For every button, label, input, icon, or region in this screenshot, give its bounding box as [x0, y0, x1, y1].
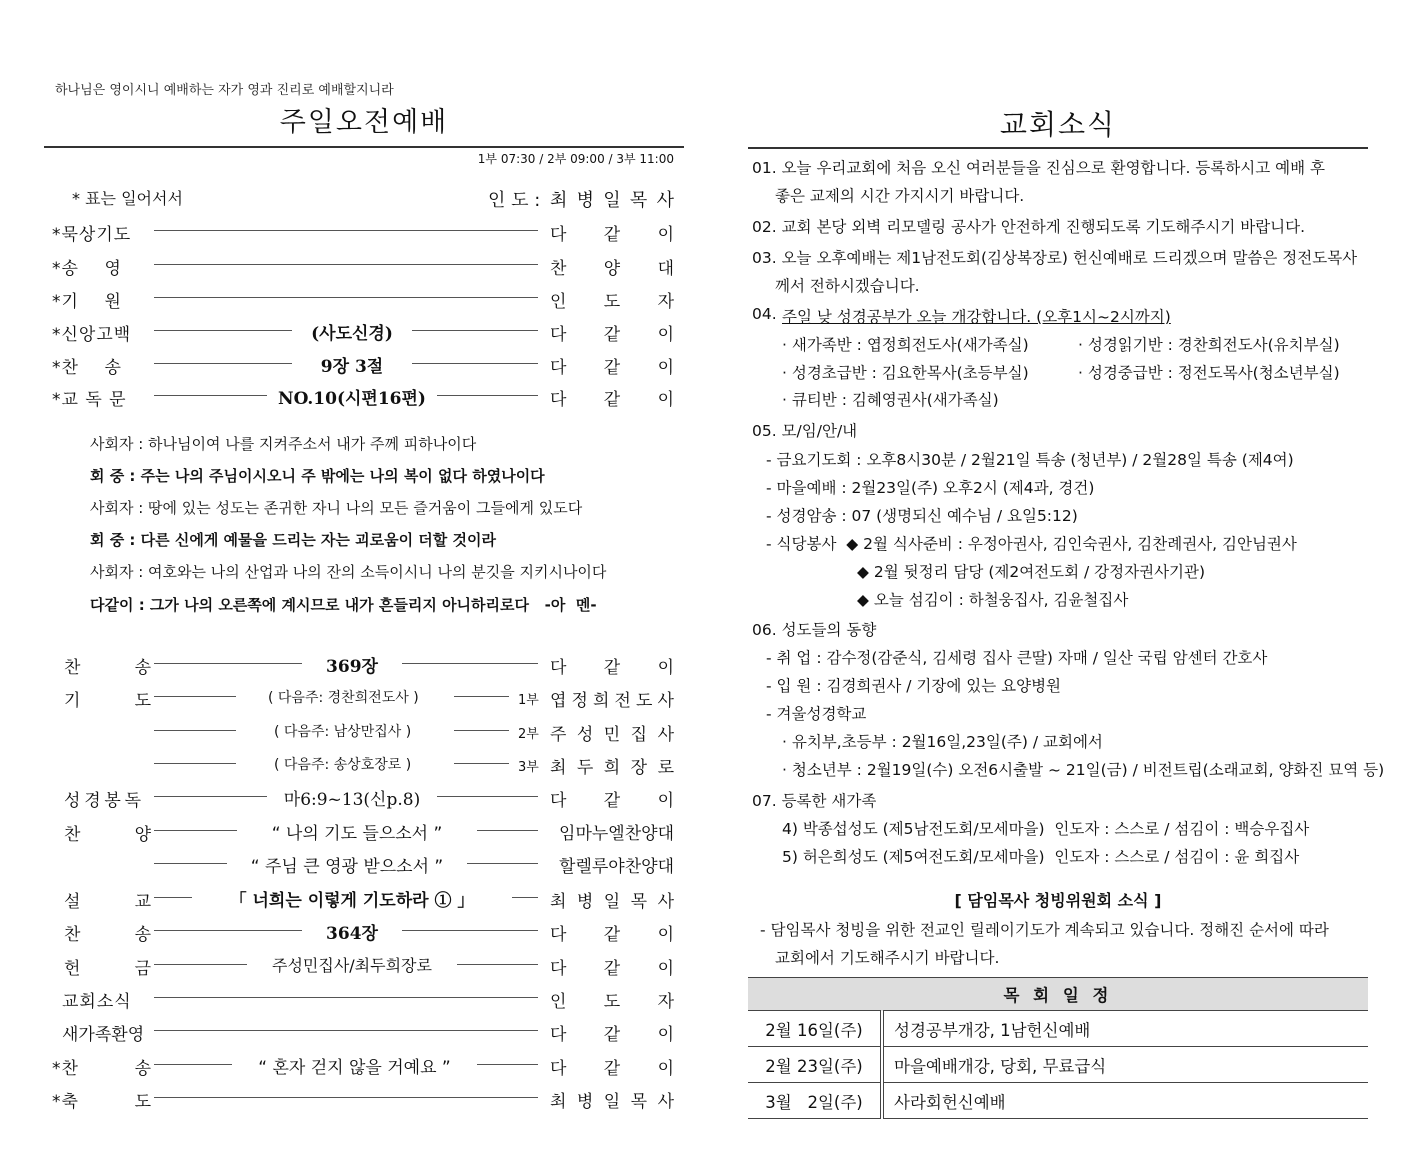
- worship-title: 주일오전예배: [279, 107, 449, 138]
- news-line: - 성경암송 : 07 (생명되신 예수님 / 요일5:12): [766, 507, 1078, 525]
- news-line: · 성경읽기반 : 경찬희전도사(유치부실): [1078, 336, 1340, 354]
- news-line: - 금요기도회 : 오후8시30분 / 2월21일 특송 (청년부) / 2월28일 특송 (제4여): [766, 451, 1294, 469]
- order-row-hymn-369: 찬 송 369장 다 같 이: [52, 648, 674, 678]
- leader-label: 인 도 :: [488, 190, 541, 211]
- news-line: 05. 모/임/안/내: [752, 422, 858, 440]
- order-label: *송 영: [52, 259, 122, 279]
- news-line: · 새가족반 : 엽정희전도사(새가족실): [782, 336, 1029, 354]
- news-line: 5) 허은희성도 (제5여전도회/모세마을) 인도자 : 스스로 / 섬김이 : 윤 희집사: [782, 848, 1300, 866]
- order-row-anthem: 찬 양 “ 나의 기도 들으소서 ” 임마누엘찬양대: [52, 815, 674, 845]
- next-week-note: ( 다음주: 경찬희전도사 ): [268, 690, 419, 706]
- next-week-note: ( 다음주: 송상호장로 ): [274, 757, 412, 773]
- news-line: 03. 오늘 오후예배는 제1남전도회(김상복장로) 헌신예배로 드리겠으며 말씀은 정전도목사: [752, 249, 1358, 267]
- choir-name: 임마누엘찬양대: [559, 824, 674, 844]
- news-line: - 겨울성경학교: [766, 705, 867, 723]
- news-line: - 취 업 : 감수정(감준식, 김세령 집사 큰딸) 자매 / 일산 국립 암센터 간호사: [766, 649, 1268, 667]
- leader-name: 최 병 일 목 사: [550, 190, 674, 211]
- order-row-hymn: *찬 송 9장 3절 다 같 이: [52, 348, 674, 378]
- order-row-welcome: 새가족환영 다 같 이: [62, 1025, 674, 1045]
- news-line-number: 04.: [752, 305, 777, 323]
- order-row-prayer-2: ( 다음주: 남상만집사 ) 2부 주 성 민 집 사: [52, 715, 674, 745]
- responsive-line: 사회자 : 여호와는 나의 산업과 나의 잔의 소득이시니 나의 분깃을 지키시나이다: [90, 563, 607, 581]
- news-line: · 청소년부 : 2월19일(수) 오전6시출발 ~ 21일(금) / 비전트립(소래교회, 양화진 묘역 등): [782, 761, 1385, 779]
- responsive-line: 회 중 : 주는 나의 주님이시오니 주 밖에는 나의 복이 없다 하였나이다: [90, 467, 545, 485]
- responsive-line: 다같이 : 그가 나의 오른쪽에 계시므로 내가 흔들리지 아니하리로다 -아 멘-: [90, 596, 597, 614]
- schedule-date: 3월 2일(주): [748, 1083, 882, 1119]
- schedule-event: 마을예배개강, 당회, 무료급식: [882, 1047, 1368, 1083]
- sermon-title: 「 너희는 이렇게 기도하라 ① 」: [192, 886, 512, 911]
- order-row-scripture: 성 경 봉 독 마6:9~13(신p.8) 다 같 이: [52, 781, 674, 811]
- motto: 하나님은 영이시니 예배하는 자가 영과 진리로 예배할지니라: [55, 83, 394, 98]
- service-times: 1부 07:30 / 2부 09:00 / 3부 11:00: [477, 152, 674, 166]
- news-line: 좋은 교제의 시간 가지시기 바랍니다.: [775, 187, 1025, 205]
- news-line: - 마을예배 : 2월23일(주) 오후2시 (제4과, 경건): [766, 479, 1095, 497]
- news-line: 주일 낮 성경공부가 오늘 개강합니다. (오후1시~2시까지): [782, 308, 1171, 326]
- committee-title: [ 담임목사 청빙위원회 소식 ]: [954, 891, 1162, 910]
- order-row-benediction: *축 도 최 병 일 목 사: [52, 1092, 674, 1112]
- title-divider: [44, 146, 684, 148]
- part-label: 2부: [518, 727, 539, 742]
- news-line: ◆ 2월 뒷정리 담당 (제2여전도회 / 강정자권사기관): [857, 563, 1206, 581]
- order-row-prayer: 기 도 ( 다음주: 경찬희전도사 ) 1부 엽 정 희 전 도 사: [52, 681, 674, 711]
- schedule-date: 2월 23일(주): [748, 1047, 882, 1083]
- standing-note: * 표는 일어서서: [72, 189, 183, 208]
- table-row: [748, 1011, 1368, 1047]
- news-line: · 큐티반 : 김혜영권사(새가족실): [782, 391, 999, 409]
- schedule-table: [748, 977, 1368, 1119]
- order-label: *기 원: [52, 292, 122, 312]
- order-row-responsive: *교 독 문 NO.10(시편16편) 다 같 이: [52, 380, 674, 410]
- order-row-final-hymn: *찬 송 “ 혼자 걷지 않을 거예요 ” 다 같 이: [52, 1049, 674, 1079]
- news-line: · 유치부,초등부 : 2월16일,23일(주) / 교회에서: [782, 733, 1103, 751]
- order-label: *교 독 문: [52, 390, 127, 410]
- next-week-note: ( 다음주: 남상만집사 ): [274, 724, 412, 740]
- news-line: 06. 성도들의 동향: [752, 621, 877, 639]
- news-line: 01. 오늘 우리교회에 처음 오신 여러분들을 진심으로 환영합니다. 등록하시고 예배 후: [752, 159, 1325, 177]
- order-label: *묵상기도: [52, 225, 132, 245]
- news-line: - 식당봉사 ◆ 2월 식사준비 : 우정아권사, 김인숙권사, 김찬례권사, 김안님권사: [766, 535, 1297, 553]
- responsive-line: 사회자 : 땅에 있는 성도는 존귀한 자니 나의 모든 즐거움이 그들에게 있도다: [90, 499, 583, 517]
- order-row-offering: 헌 금 주성민집사/최두희장로 다 같 이: [52, 949, 674, 979]
- schedule-event: 사라회헌신예배: [882, 1083, 1368, 1119]
- schedule-date: 2월 16일(주): [748, 1011, 882, 1047]
- table-row: [748, 1047, 1368, 1083]
- news-divider: [748, 147, 1368, 149]
- news-line: 4) 박종섭성도 (제5남전도회/모세마을) 인도자 : 스스로 / 섬김이 : 백승우집사: [782, 820, 1310, 838]
- order-row-news: 교회소식 인 도 자: [62, 992, 674, 1012]
- order-row-anthem-2: “ 주님 큰 영광 받으소서 ” 할렐루야찬양대: [52, 848, 674, 878]
- table-row: [748, 1083, 1368, 1119]
- responsive-line: 사회자 : 하나님이여 나를 지켜주소서 내가 주께 피하나이다: [90, 435, 477, 453]
- schedule-event: 성경공부개강, 1남헌신예배: [882, 1011, 1368, 1047]
- order-row-doxology: *송 영 찬 양 대: [52, 249, 674, 279]
- news-line: - 입 원 : 김경희권사 / 기장에 있는 요양병원: [766, 677, 1062, 695]
- committee-line: - 담임목사 청빙을 위한 전교인 릴레이기도가 계속되고 있습니다. 정해진 순서에 따라: [760, 921, 1329, 939]
- order-row-silent-prayer: *묵상기도 다 같 이: [52, 215, 674, 245]
- schedule-header: 목 회 일 정: [748, 978, 1368, 1011]
- order-row-hymn-364: 찬 송 364장 다 같 이: [52, 915, 674, 945]
- order-label: *찬 송: [52, 358, 122, 378]
- news-line: · 성경초급반 : 김요한목사(초등부실): [782, 364, 1029, 382]
- order-row-sermon: 설 교 「 너희는 이렇게 기도하라 ① 」 최 병 일 목 사: [52, 882, 674, 912]
- news-line: ◆ 오늘 섬김이 : 하철웅집사, 김윤철집사: [857, 591, 1129, 609]
- news-line: 께서 전하시겠습니다.: [775, 277, 920, 295]
- news-line: 02. 교회 본당 외벽 리모델링 공사가 안전하게 진행되도록 기도해주시기 바랍니다.: [752, 218, 1306, 236]
- news-line: 07. 등록한 새가족: [752, 792, 877, 810]
- choir-name: 할렐루야찬양대: [559, 857, 674, 877]
- order-label: *신앙고백: [52, 325, 132, 345]
- part-label: 1부: [518, 693, 539, 708]
- order-row-prayer-3: ( 다음주: 송상호장로 ) 3부 최 두 희 장 로: [52, 748, 674, 778]
- news-line: · 성경중급반 : 정전도목사(청소년부실): [1078, 364, 1340, 382]
- order-row-creed: *신앙고백 (사도신경) 다 같 이: [52, 315, 674, 345]
- part-label: 3부: [518, 760, 539, 775]
- order-row-invocation: *기 원 인 도 자: [52, 282, 674, 312]
- news-title: 교회소식: [999, 108, 1117, 141]
- responsive-line: 회 중 : 다른 신에게 예물을 드리는 자는 괴로움이 더할 것이라: [90, 531, 496, 549]
- committee-line: 교회에서 기도해주시기 바랍니다.: [775, 949, 1000, 967]
